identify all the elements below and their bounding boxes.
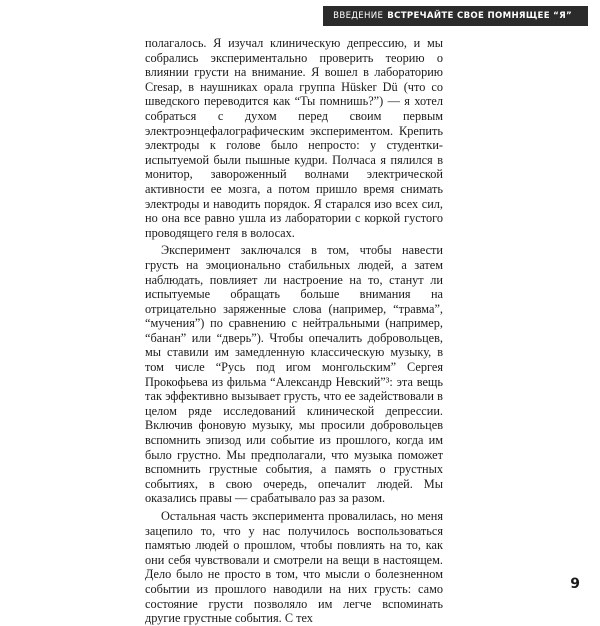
body-text xyxy=(145,36,443,626)
page-number: 9 xyxy=(570,576,580,592)
paragraph xyxy=(145,36,443,240)
paragraph-text: Остальная часть эксперимента провалилась, но меня зацепило то, что у нас получилось воспользоваться памятью людей о прошлом, чтобы повлиять на то, как они себя чувствовали и смотрели на вещи в настоящем. Дело было не просто в том, что мысли о болезненном событии из прошлого наводили на них грусть: само состояние грусти позволяло им легче вспоминать другие грустные события. С тех xyxy=(145,509,443,626)
paragraph xyxy=(145,509,443,626)
header-section: ВВЕДЕНИЕ xyxy=(333,11,384,21)
paragraph xyxy=(145,243,443,506)
paragraph-text: полагалось. Я изучал клиническую депрессию, и мы собрались экспериментально проверить теорию о влиянии грусти на внимание. Я вошел в лабораторию Cresap, в наушниках орала группа Hüsker Dü (что со шведского переводится как “Ты помнишь?”) — я хотел собраться с духом перед своим первым электроэнцефалографическим экспериментом. Крепить электроды к голове было непросто: у студентки-испытуемой были пышные кудри. Полчаса я пялился в монитор, завороженный волнами электрической активности ее мозга, а потом пришло время снимать электроды и наводить порядок. Я старался изо всех сил, но она все равно ушла из лаборатории с коркой густого проводящего геля в волосах. xyxy=(145,36,443,240)
header-chapter-title: ВСТРЕЧАЙТЕ СВОЕ ПОМНЯЩЕЕ “Я” xyxy=(387,11,572,21)
paragraph-text: Эксперимент заключался в том, чтобы навести грусть на эмоционально стабильных людей, а затем наблюдать, повлияет ли настроение на то, станут ли испытуемые обращать больше внимания на отрицательно заряженные слова (например, “травма”, “мучения”) по сравнению с нейтральными (например, “банан” или “дверь”). Чтобы опечалить добровольцев, мы ставили им замедленную классическую музыку, в том числе “Русь под игом монгольским” Сергея Прокофьева из фильма “Александр Невский”³: эта вещь так эффективно вызывает грусть, что ее задействовали в целом ряде исследований клинической депрессии. Включив фоновую музыку, мы просили добровольцев вспомнить эпизод или событие из прошлого, когда им было грустно. Мы предполагали, что музыка поможет вспомнить грустные события, а память о грустных событиях, в свою очередь, опечалит людей. Мы оказались правы — срабатывало раз за разом. xyxy=(145,243,443,506)
running-header xyxy=(323,6,588,26)
